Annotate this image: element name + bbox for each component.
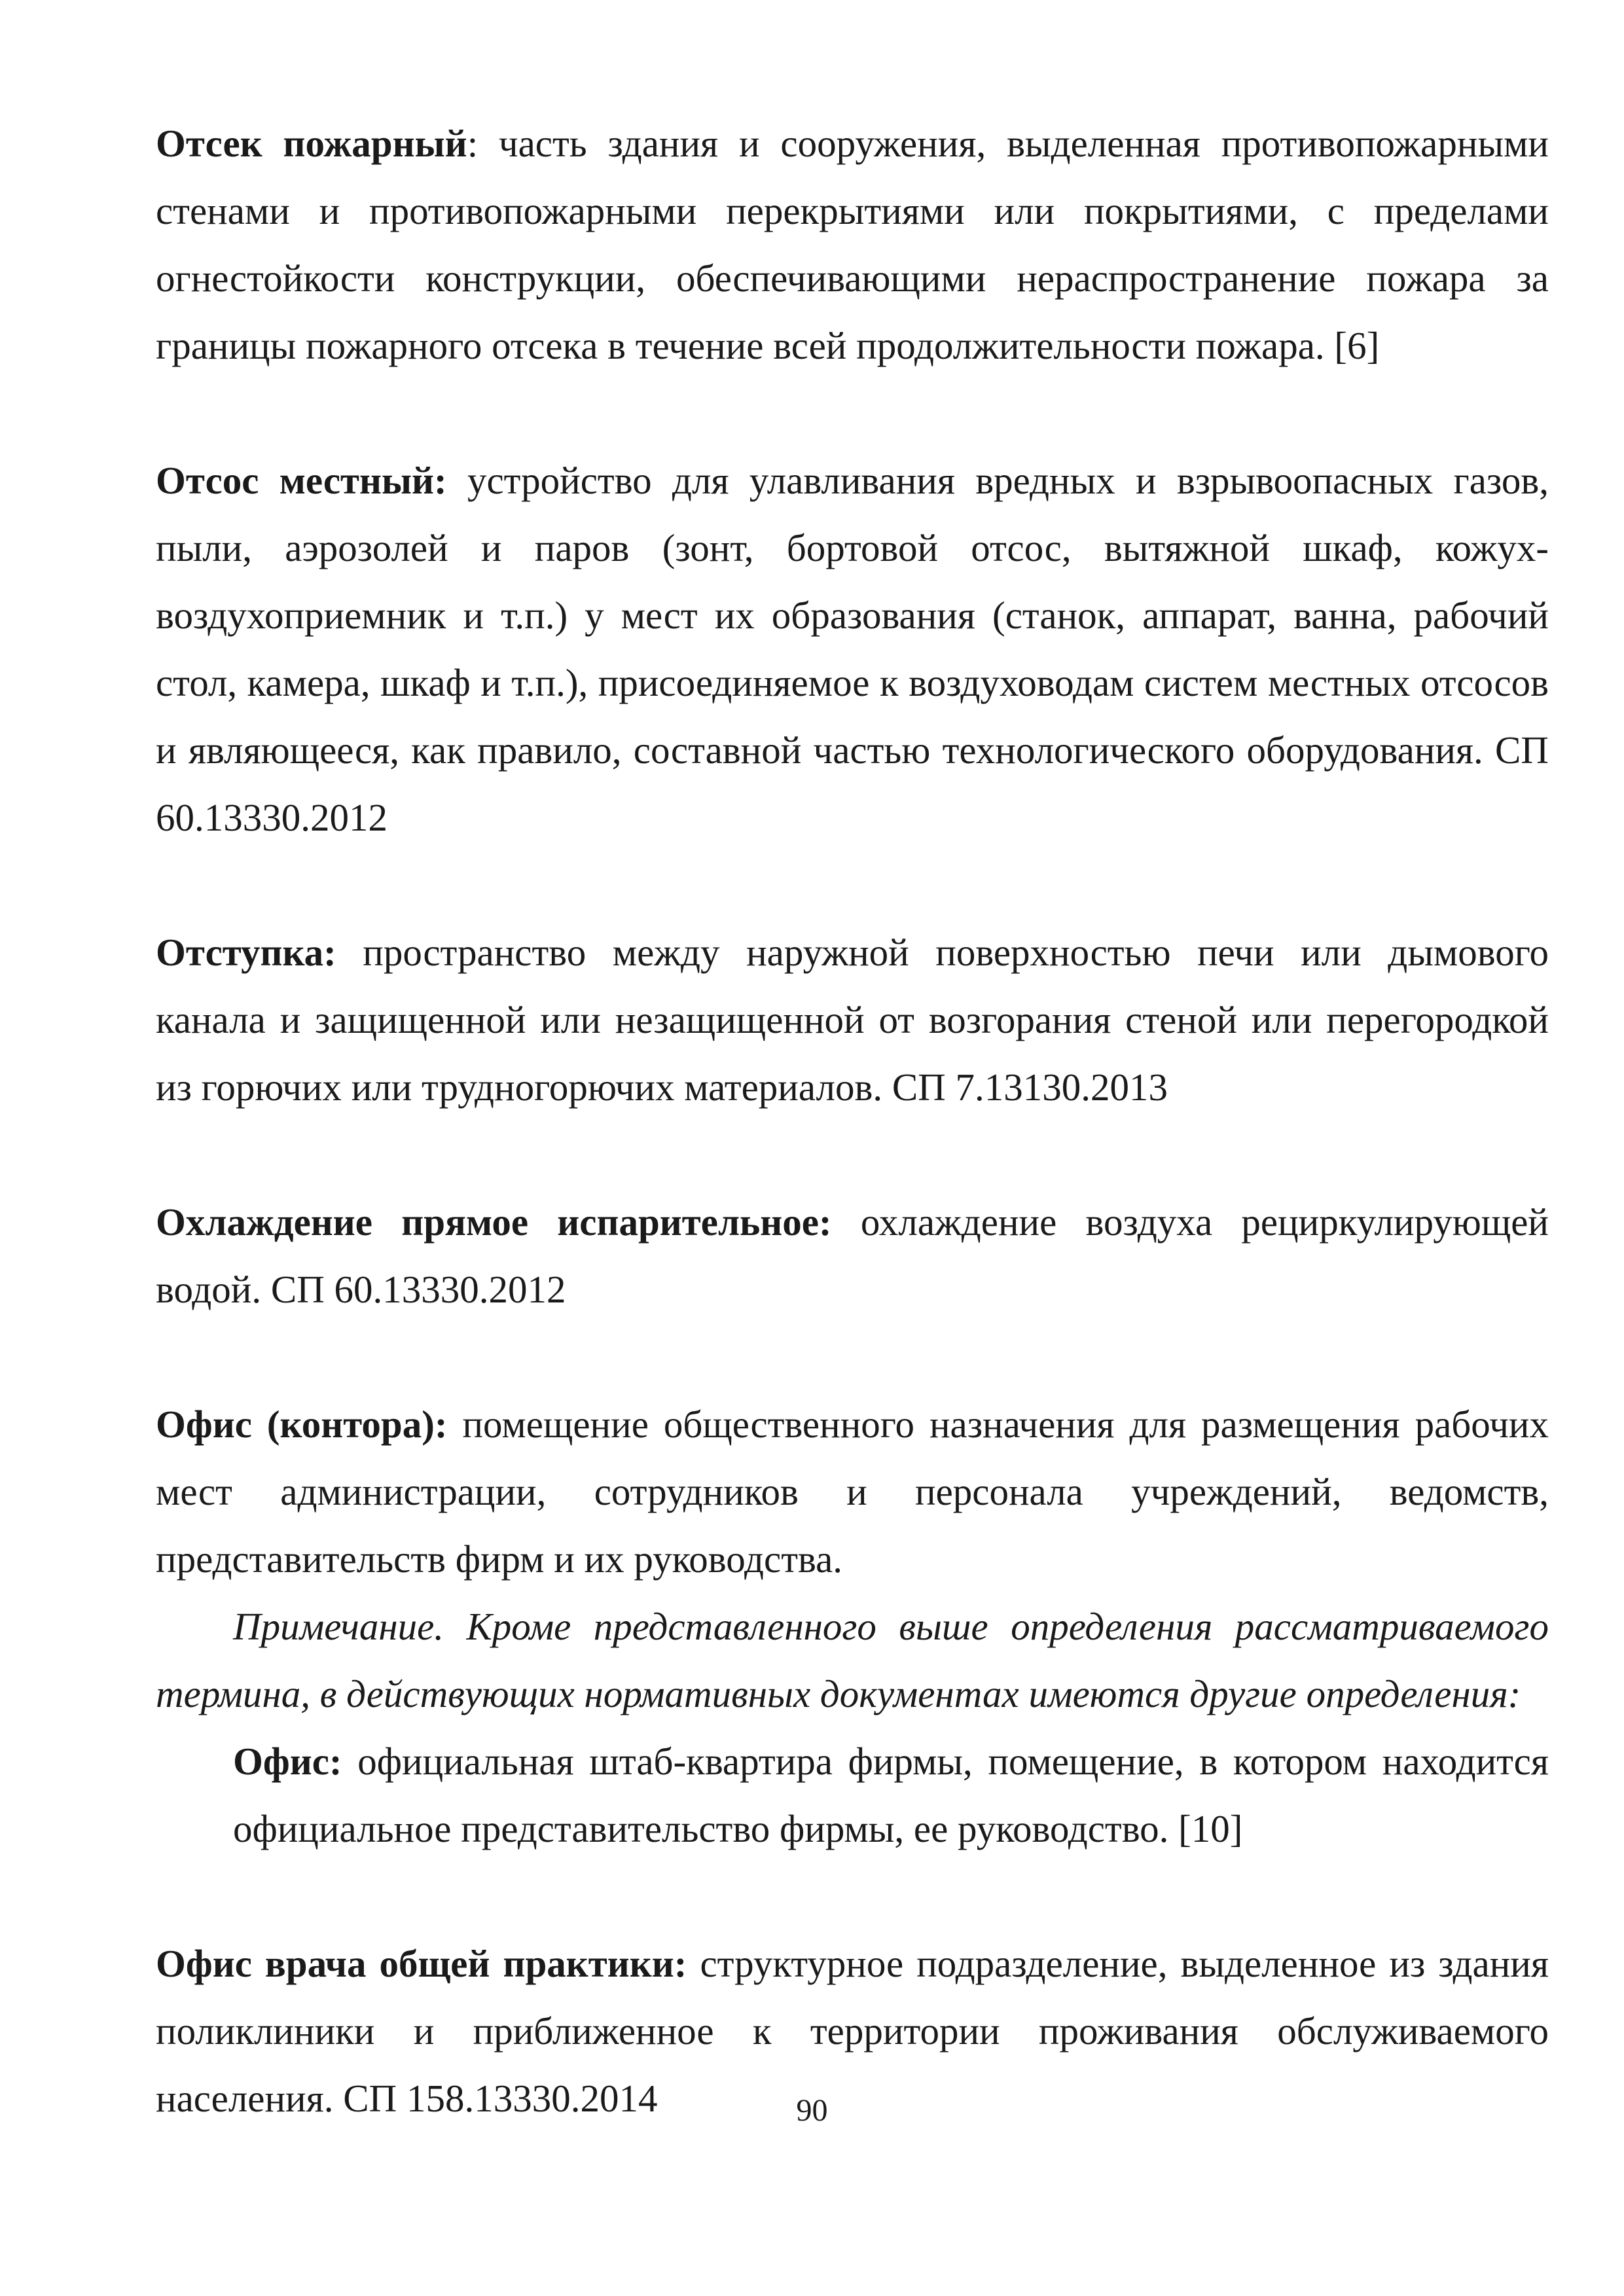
sub-definition-ofis	[233, 1728, 1549, 1863]
definition-term: Отсос местный:	[156, 459, 447, 502]
term-separator	[447, 459, 467, 502]
term-separator	[342, 1740, 358, 1783]
definition-term: Отступка:	[156, 931, 336, 974]
term-separator	[336, 931, 363, 974]
definition-otsek-pozharnyi	[156, 110, 1549, 380]
note-paragraph: Примечание. Кроме представленного выше определения рассматриваемого термина, в действующих нормативных документах имеются другие определения:	[156, 1605, 1549, 1715]
document-page	[156, 110, 1549, 2132]
term-separator	[687, 1942, 700, 1985]
definition-term: Офис врача общей практики:	[156, 1942, 687, 1985]
definition-okhlazhdenie	[156, 1189, 1549, 1323]
definition-term: Отсек пожарный	[156, 122, 467, 165]
definition-otstupka	[156, 919, 1549, 1121]
definition-text: пространство между наружной поверхностью печи или дымового канала и защищенной или незащищенной от возгорания стеной или перегородкой из горючих или трудногорючих материалов. СП 7.13130.2013	[156, 931, 1549, 1109]
definition-text: устройство для улавливания вредных и взрывоопасных газов, пыли, аэрозолей и паров (зонт, бортовой отсос, вытяжной шкаф, кожух-воздухоприемник и т.п.) у мест их образования (станок, аппарат, ванна, рабочий стол, камера, шкаф и т.п.), присоединяемое к воздуховодам систем местных отсосов и являющееся, как правило, составной частью технологического оборудования. СП 60.13330.2012	[156, 459, 1549, 839]
definition-text: официальная штаб-квартира фирмы, помещение, в котором находится официальное представительство фирмы, ее руководство. [10]	[233, 1740, 1549, 1850]
definition-text: часть здания и сооружения, выделенная противопожарными стенами и противопожарными перекрытиями или покрытиями, с пределами огнестойкости конструкции, обеспечивающими нераспространение пожара за границы пожарного отсека в течение всей продолжительности пожара. [6]	[156, 122, 1549, 367]
definition-text: охлаждение воздуха рециркулирующей водой. СП 60.13330.2012	[156, 1200, 1549, 1311]
term-separator	[448, 1403, 463, 1446]
definition-term: Охлаждение прямое испарительное:	[156, 1200, 832, 1244]
definition-otsos-mestnyi	[156, 447, 1549, 852]
page-number: 90	[796, 2093, 828, 2128]
term-separator	[832, 1200, 861, 1244]
definition-text: помещение общественного назначения для размещения рабочих мест администрации, сотрудников и персонала учреждений, ведомств, представительств фирм и их руководства.	[156, 1403, 1549, 1581]
definition-term: Офис:	[233, 1740, 342, 1783]
definition-term: Офис (контора):	[156, 1403, 448, 1446]
definition-text: структурное подразделение, выделенное из здания поликлиники и приближенное к территории проживания обслуживаемого населения. СП 158.13330.2014	[156, 1942, 1549, 2120]
definition-ofis-kontora	[156, 1391, 1549, 1593]
term-separator: :	[467, 122, 499, 165]
